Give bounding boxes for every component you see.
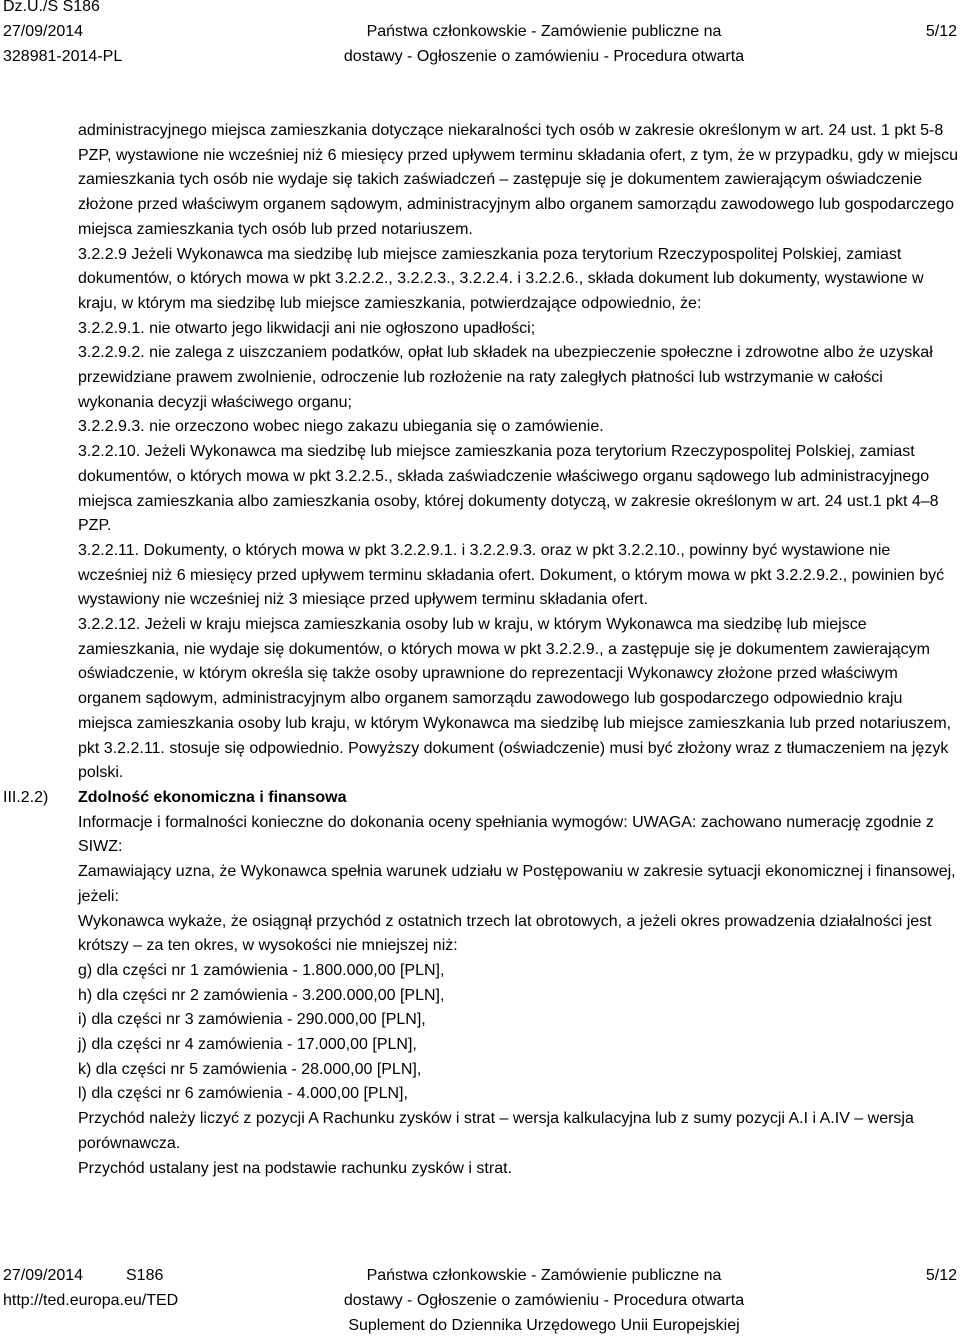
- publication-date: 27/09/2014: [3, 23, 84, 40]
- page-number: 5/12: [925, 23, 957, 40]
- footer-date: 27/09/2014: [3, 1267, 84, 1284]
- document-body: [3, 119, 960, 1181]
- section-line: Zamawiający uzna, że Wykonawca spełnia warunek udziału w Postępowaniu w zakresie sytuacji ekonomicznej i finansowej, jeżeli:: [78, 863, 956, 905]
- header-title-line-2: dostawy - Ogłoszenie o zamówieniu - Procedura otwarta: [343, 48, 745, 65]
- paragraph: administracyjnego miejsca zamieszkania dotyczące niekaralności tych osób w zakresie określonym w art. 24 ust. 1 pkt 5-8 PZP, wystawione nie wcześniej niż 6 miesięcy przed upływem terminu składania ofert, z tym, że w przypadku, gdy w miejscu zamieszkania tych osób nie wydaje się takich zaświadczeń – zastępuje się je dokumentem zawierającym oświadczenie złożone przed właściwym organem sądowym, administracyjnym albo organem samorządu zawodowego lub gospodarczego miejsca zamieszkania tych osób lub przed notariuszem.: [78, 122, 959, 238]
- list-item: i) dla części nr 3 zamówienia - 290.000,00 [PLN],: [78, 1011, 426, 1029]
- footer-page-number: 5/12: [925, 1267, 957, 1284]
- footer-title-line-2: dostawy - Ogłoszenie o zamówieniu - Procedura otwarta: [343, 1292, 745, 1309]
- footer-title-line-3: Suplement do Dziennika Urzędowego Unii Europejskiej: [348, 1317, 740, 1334]
- footer-url-link[interactable]: http://ted.europa.eu/TED: [3, 1292, 179, 1309]
- section-title: Zdolność ekonomiczna i finansowa: [78, 788, 347, 806]
- section-economic-capacity: [3, 786, 960, 1181]
- paragraph: 3.2.2.9.1. nie otwarto jego likwidacji ani nie ogłoszono upadłości;: [78, 319, 536, 337]
- journal-reference: Dz.U./S S186: [3, 0, 100, 15]
- list-item: j) dla części nr 4 zamówienia - 17.000,00 [PLN],: [78, 1036, 417, 1054]
- footer-series: S186: [126, 1267, 164, 1284]
- list-item: l) dla części nr 6 zamówienia - 4.000,00 [PLN],: [78, 1085, 408, 1103]
- notice-id: 328981-2014-PL: [3, 48, 123, 65]
- header-title-line-1: Państwa członkowskie - Zamówienie publiczne na: [366, 23, 722, 40]
- section-line: Przychód ustalany jest na podstawie rachunku zysków i strat.: [78, 1159, 512, 1177]
- section-line: Wykonawca wykaże, że osiągnął przychód z ostatnich trzech lat obrotowych, a jeżeli okres prowadzenia działalności jest krótszy – za ten okres, w wysokości nie mniejszej niż:: [78, 912, 932, 955]
- paragraph: 3.2.2.9.2. nie zalega z uiszczaniem podatków, opłat lub składek na ubezpieczenie społeczne i zdrowotne albo że uzyskał przewidziane prawem zwolnienie, odroczenie lub rozłożenie na raty zaległych płatności lub wstrzymanie w całości wykonania decyzji właściwego organu;: [78, 344, 933, 411]
- paragraph: 3.2.2.12. Jeżeli w kraju miejsca zamieszkania osoby lub w kraju, w którym Wykonawca ma siedzibę lub miejsce zamieszkania, nie wydaje się dokumentów, o których mowa w pkt 3.2.2.9., a zastępuje się je dokumentem zawierającym oświadczenie, w którym określa się także osoby uprawnione do reprezentacji Wykonawcy złożone przed właściwym organem sądowym, administracyjnym albo organem samorządu zawodowego lub gospodarczego odpowiednio kraju miejsca zamieszkania osoby lub kraju, w którym Wykonawca ma siedzibę lub miejsce zamieszkania lub przed notariuszem, pkt 3.2.2.11. stosuje się odpowiednio. Powyższy dokument (oświadczenie) musi być złożony wraz z tłumaczeniem na język polski.: [78, 616, 952, 782]
- paragraph: 3.2.2.11. Dokumenty, o których mowa w pkt 3.2.2.9.1. i 3.2.2.9.3. oraz w pkt 3.2.2.10., powinny być wystawione nie wcześniej niż 6 miesięcy przed upływem terminu składania ofert. Dokument, o którym mowa w pkt 3.2.2.9.2., powinien być wystawiony nie wcześniej niż 3 miesiące przed upływem terminu składania ofert.: [78, 541, 945, 609]
- section-line: Przychód należy liczyć z pozycji A Rachunku zysków i strat – wersja kalkulacyjna lub z sumy pozycji A.I i A.IV – wersja porównawcza.: [78, 1110, 914, 1152]
- paragraph: 3.2.2.10. Jeżeli Wykonawca ma siedzibę lub miejsce zamieszkania poza terytorium Rzeczypospolitej Polskiej, zamiast dokumentów, o których mowa w pkt 3.2.2.5., składa zaświadczenie właściwego organu sądowego lub administracyjnego miejsca zamieszkania albo zamieszkania osoby, której dokumenty dotyczą, w zakresie określonym w art. 24 ust.1 pkt 4–8 PZP.: [78, 443, 939, 535]
- list-item: h) dla części nr 2 zamówienia - 3.200.000,00 [PLN],: [78, 986, 445, 1004]
- section-line: Informacje i formalności konieczne do dokonania oceny spełniania wymogów: UWAGA: zachowano numerację zgodnie z SIWZ:: [78, 813, 934, 856]
- paragraph: 3.2.2.9 Jeżeli Wykonawca ma siedzibę lub miejsce zamieszkania poza terytorium Rzeczypospolitej Polskiej, zamiast dokumentów, o których mowa w pkt 3.2.2.2., 3.2.2.3., 3.2.2.4. i 3.2.2.6., składa dokument lub dokumenty, wystawione w kraju, w którym ma siedzibę lub miejsce zamieszkania, potwierdzające odpowiednio, że:: [78, 245, 924, 312]
- paragraph: 3.2.2.9.3. nie orzeczono wobec niego zakazu ubiegania się o zamówienie.: [78, 418, 604, 436]
- list-item: k) dla części nr 5 zamówienia - 28.000,00 [PLN],: [78, 1060, 422, 1078]
- section-number: III.2.2): [3, 788, 49, 806]
- footer-title-line-1: Państwa członkowskie - Zamówienie publiczne na: [366, 1267, 722, 1284]
- list-item: g) dla części nr 1 zamówienia - 1.800.000,00 [PLN],: [78, 961, 445, 979]
